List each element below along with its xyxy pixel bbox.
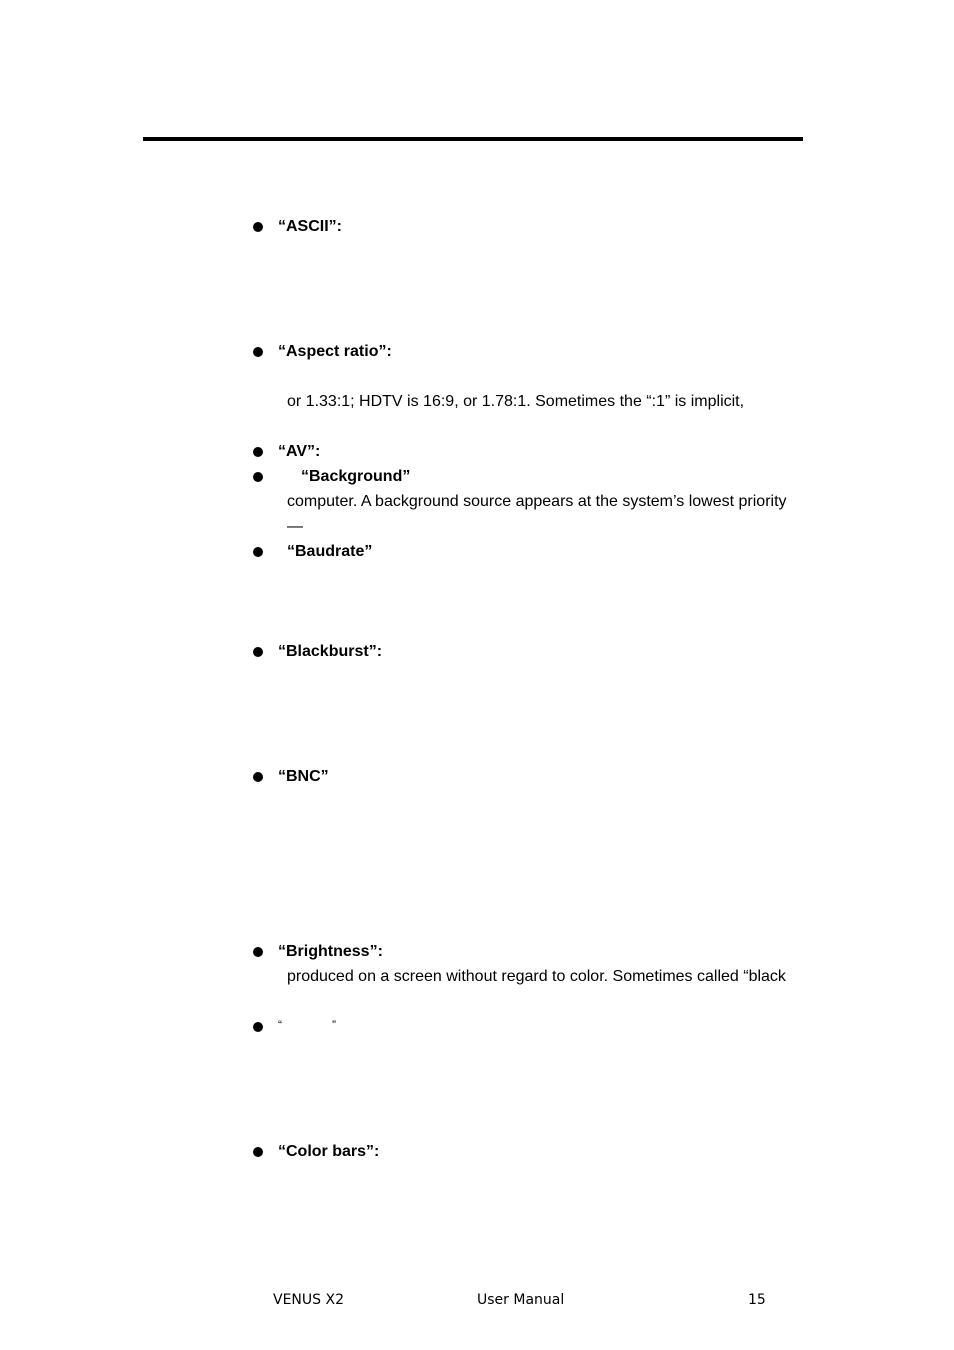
brightness-text: produced on a screen without regard to color. Sometimes called “black xyxy=(287,968,786,985)
term-blank-close-quote: ” xyxy=(332,1018,336,1032)
bullet-icon xyxy=(253,447,263,457)
footer-doc-type: User Manual xyxy=(477,1292,565,1308)
term-ascii: “ASCII”: xyxy=(278,218,342,235)
term-blank-open-quote: “ xyxy=(278,1018,282,1032)
term-aspect-ratio: “Aspect ratio”: xyxy=(278,343,392,360)
term-bnc: “BNC” xyxy=(278,768,329,785)
bullet-icon xyxy=(253,947,263,957)
term-av: “AV”: xyxy=(278,443,321,460)
bullet-icon xyxy=(253,347,263,357)
bullet-icon xyxy=(253,222,263,232)
bullet-icon xyxy=(253,647,263,657)
term-background: “Background” xyxy=(301,468,411,485)
bullet-icon xyxy=(253,1147,263,1157)
term-baudrate: “Baudrate” xyxy=(287,543,373,560)
bullet-icon xyxy=(253,547,263,557)
bullet-icon xyxy=(253,772,263,782)
header-rule xyxy=(143,137,803,141)
footer-page-number: 15 xyxy=(748,1292,766,1308)
background-text: computer. A background source appears at the system’s lowest priority xyxy=(287,493,787,510)
footer-product: VENUS X2 xyxy=(273,1292,344,1308)
background-text-dash: — xyxy=(287,518,303,535)
bullet-icon xyxy=(253,1022,263,1032)
bullet-icon xyxy=(253,472,263,482)
term-color-bars: “Color bars”: xyxy=(278,1143,380,1160)
term-blackburst: “Blackburst”: xyxy=(278,643,383,660)
term-brightness: “Brightness”: xyxy=(278,943,383,960)
aspect-ratio-text: or 1.33:1; HDTV is 16:9, or 1.78:1. Sometimes the “:1” is implicit, xyxy=(287,393,745,410)
